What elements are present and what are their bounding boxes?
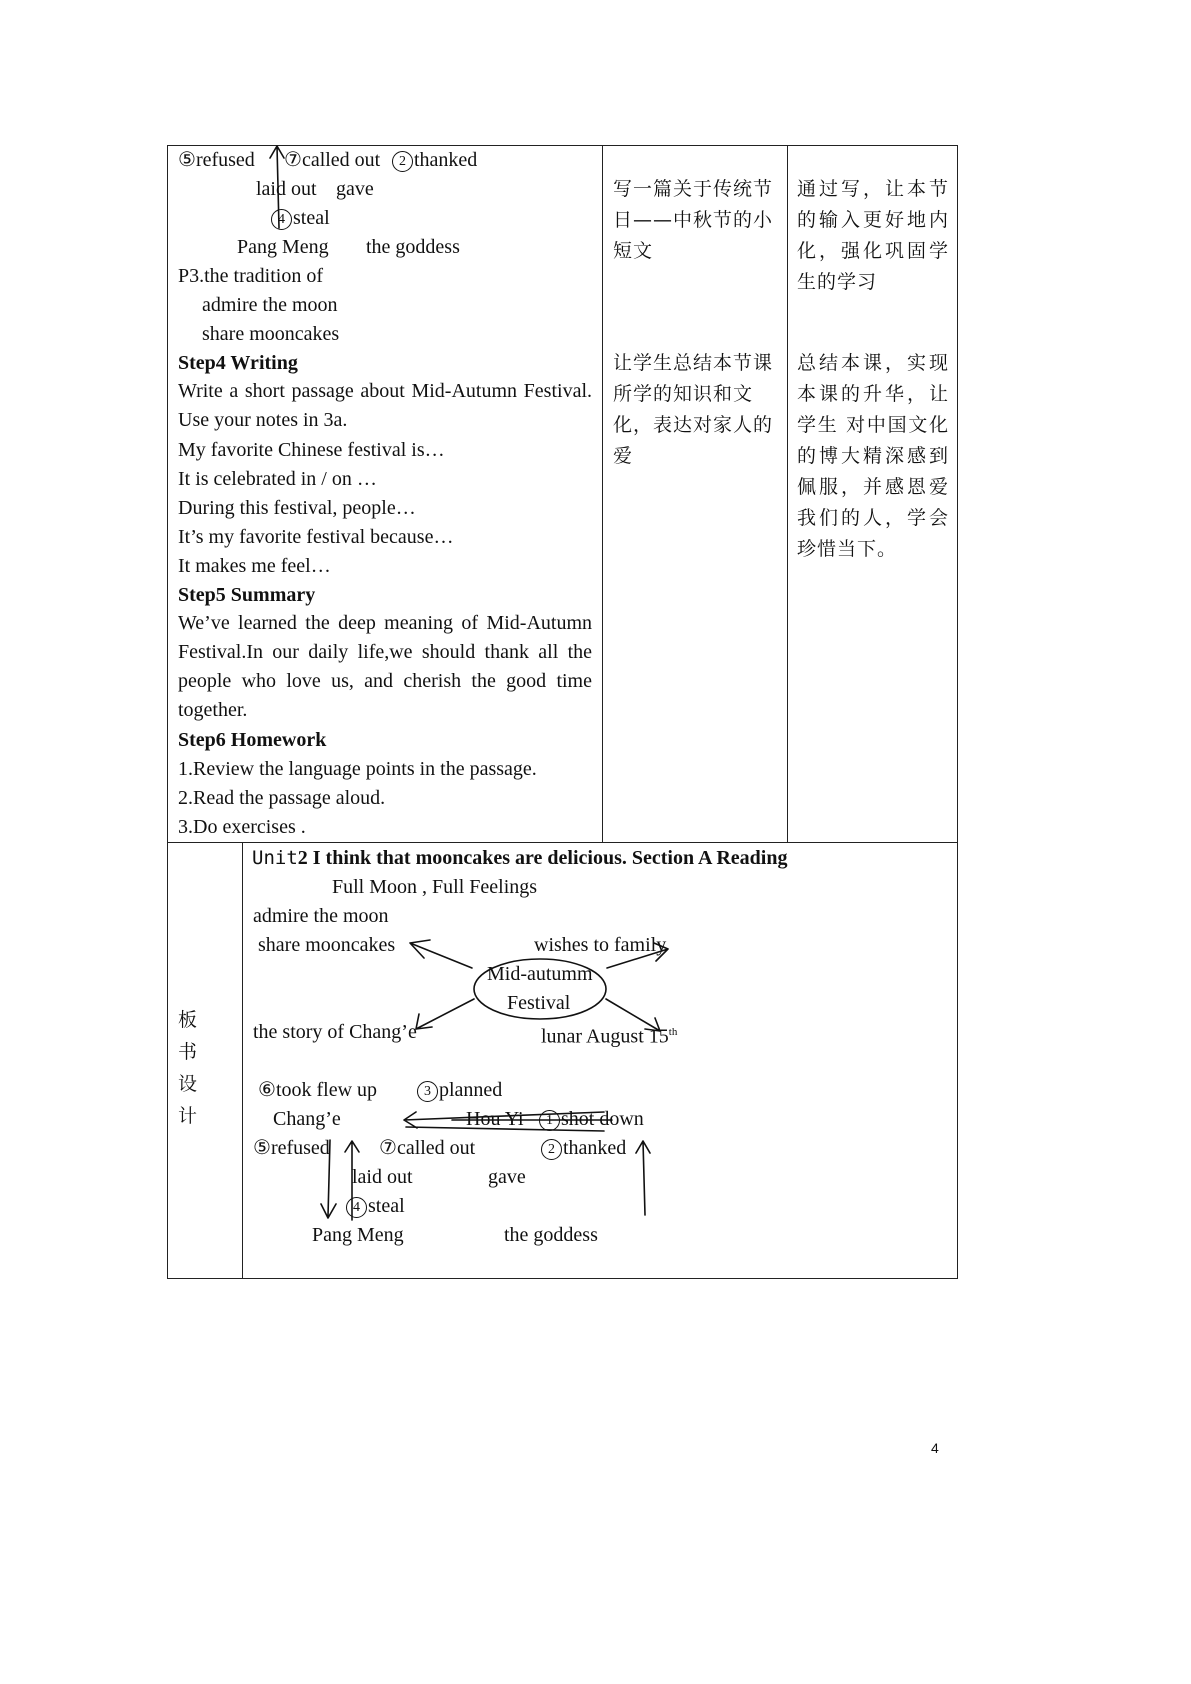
board-took: ⑥took flew up [258, 1079, 378, 1101]
column-divider-2 [787, 145, 788, 843]
summary-activity: 让学生总结本节课所学的知识和文化，表达对家人的爱 [613, 352, 774, 467]
board-shot: 1 shot down [539, 1104, 644, 1135]
board-houyi: Hou Yi [466, 1108, 524, 1130]
story-laid-out: laid out [256, 178, 317, 200]
circled-number: 1 [539, 1110, 560, 1131]
board-called: ⑦called out [379, 1137, 476, 1159]
board-center-line1: Mid-autumm [487, 963, 593, 985]
board-story-change: the story of Chang’e [253, 1021, 417, 1043]
circled-number: 2 [392, 151, 413, 172]
story-called-out: ⑦called out [284, 149, 381, 171]
step5-text: We’ve learned the deep meaning of Mid-Autumn Festival.In our daily life,we should thank all the people who love us, and cherish the good time together. [178, 612, 592, 721]
story-thanked: 2 thanked [392, 145, 477, 176]
writing-prompt: It is celebrated in / on … [178, 468, 377, 490]
writing-prompt: It’s my favorite festival because… [178, 526, 454, 548]
homework-item: 3.Do exercises . [178, 816, 306, 838]
homework-item: 1.Review the language points in the passage. [178, 758, 537, 780]
table-border-right [957, 145, 958, 1279]
board-lunar: lunar August 15th [541, 1025, 678, 1048]
board-title: Unit2 I think that mooncakes are delicious. Section A Reading [252, 847, 788, 869]
board-pangmeng: Pang Meng [312, 1224, 404, 1246]
board-laid: laid out [352, 1166, 413, 1188]
arrow-to-story [416, 999, 474, 1029]
writing-activity: 写一篇关于传统节日——中秋节的小短文 [613, 178, 774, 262]
writing-prompt: My favorite Chinese festival is… [178, 439, 445, 461]
board-refused: ⑤refused [253, 1137, 330, 1159]
circled-number: 2 [541, 1139, 562, 1160]
board-thanked: 2 thanked [541, 1133, 626, 1164]
tradition-title: P3.the tradition of [178, 265, 323, 287]
story-goddess: the goddess [366, 236, 460, 258]
page-number: 4 [931, 1440, 939, 1456]
story-gave: gave [336, 178, 374, 200]
tradition-item: admire the moon [202, 294, 338, 316]
board-wishes: wishes to family [534, 934, 667, 956]
board-label-divider [242, 842, 243, 1279]
step4-heading: Step4 Writing [178, 352, 298, 374]
board-subtitle: Full Moon , Full Feelings [332, 876, 538, 898]
homework-item: 2.Read the passage aloud. [178, 787, 386, 809]
step6-heading: Step6 Homework [178, 729, 327, 751]
board-change: Chang’e [273, 1108, 341, 1130]
circled-number: 4 [346, 1197, 367, 1218]
board-gave: gave [488, 1166, 526, 1188]
story-steal: 4 steal [271, 203, 330, 234]
table-border-bottom [167, 1278, 958, 1279]
board-center-line2: Festival [507, 992, 571, 1014]
board-goddess: the goddess [504, 1224, 598, 1246]
arrow-up-thanked [636, 1141, 650, 1215]
story-pang-meng: Pang Meng [237, 236, 329, 258]
circled-number: 4 [271, 209, 292, 230]
board-design-label: 板书设计 [178, 1009, 198, 1127]
story-refused: ⑤refused [178, 149, 255, 171]
writing-purpose: 通过写，让本节的输入更好地内化，强化巩固学生的学习 [797, 178, 949, 293]
step4-instruction: Write a short passage about Mid-Autumn Festival. Use your notes in 3a. [178, 380, 592, 431]
board-planned: 3 planned [417, 1075, 502, 1106]
table-border-left [167, 145, 168, 1279]
circled-number: 3 [417, 1081, 438, 1102]
board-steal: 4 steal [346, 1191, 405, 1222]
tradition-item: share mooncakes [202, 323, 340, 345]
writing-prompt: During this festival, people… [178, 497, 416, 519]
step5-heading: Step5 Summary [178, 584, 316, 606]
column-divider-1 [602, 145, 603, 843]
summary-purpose: 总结本课，实现本课的升华，让学生 对中国文化的博大精深感到佩服，并感恩爱我们的人，学会珍惜当下。 [797, 352, 949, 560]
arrow-to-share [410, 940, 472, 968]
writing-prompt: It makes me feel… [178, 555, 331, 577]
board-admire: admire the moon [253, 905, 389, 927]
board-share: share mooncakes [258, 934, 396, 956]
